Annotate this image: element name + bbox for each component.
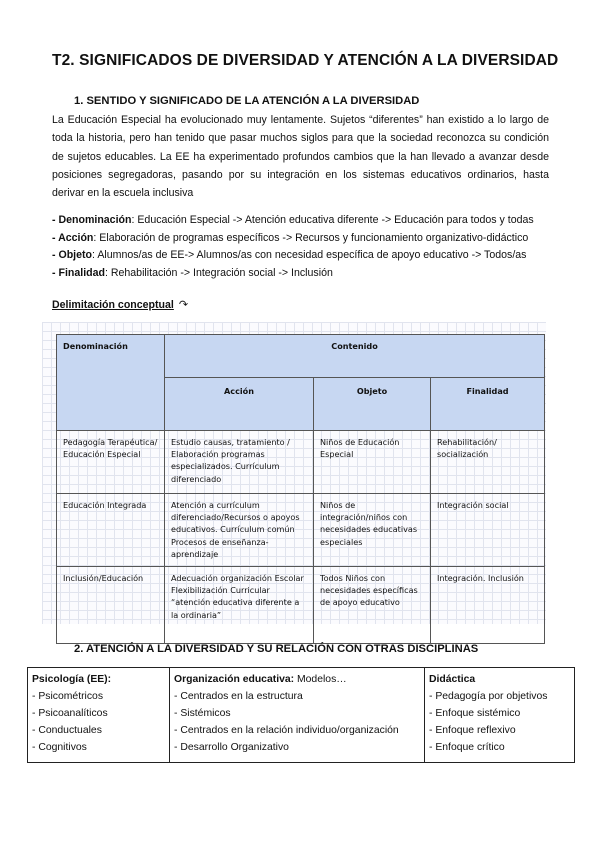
header-objeto: Objeto xyxy=(314,378,431,431)
list-item: - Centrados en la estructura xyxy=(174,691,303,702)
cell-denominacion: Educación Integrada xyxy=(57,494,165,567)
intro-paragraph: La Educación Especial ha evolucionado muy lentamente. Sujetos “diferentes” han existido a lo largo de toda la historia, pero han tenido que pasar muchos siglos para que la sociedad reconozca su condición de sujetos educables. La EE ha experimentado profundos cambios que la han llevado a avanzar desde posiciones segregadoras, pasando por su integración en los sistemas educativos ordinarios, hasta derivar en la escuela inclusiva xyxy=(52,114,549,200)
summary-item-denominacion: - Denominación: Educación Especial -> Atención educativa diferente -> Educación para todos y todas xyxy=(52,214,534,226)
cell-finalidad: Rehabilitación/ socialización xyxy=(431,431,545,494)
cell-denominacion: Inclusión/Educación xyxy=(57,567,165,644)
table-row xyxy=(57,494,545,567)
column-psicologia: Psicología (EE): - Psicométricos - Psicoanalíticos - Conductuales - Cognitivos xyxy=(28,668,170,763)
section-1-heading: 1. SENTIDO Y SIGNIFICADO DE LA ATENCIÓN A LA DIVERSIDAD xyxy=(74,95,420,107)
header-finalidad: Finalidad xyxy=(431,378,545,431)
list-item: - Conductuales xyxy=(32,725,102,736)
column-didactica: Didáctica - Pedagogía por objetivos - Enfoque sistémico - Enfoque reflexivo - Enfoque crítico xyxy=(425,668,575,763)
list-item: - Psicométricos xyxy=(32,691,104,702)
curved-arrow-icon: ↷ xyxy=(178,299,189,311)
cell-accion: Adecuación organización Escolar Flexibilización Curricular “atención educativa diferente a la ordinaria” xyxy=(165,567,314,644)
header-denominacion: Denominación xyxy=(57,335,165,431)
concept-table xyxy=(56,334,545,644)
table-row xyxy=(57,431,545,494)
list-item: - Pedagogía por objetivos xyxy=(429,691,548,702)
cell-denominacion: Pedagogía Terapéutica/ Educación Especial xyxy=(57,431,165,494)
cell-objeto: Todos Niños con necesidades específicas de apoyo educativo xyxy=(314,567,431,644)
cell-finalidad: Integración. Inclusión xyxy=(431,567,545,644)
list-item: - Sistémicos xyxy=(174,708,231,719)
list-item: - Enfoque sistémico xyxy=(429,708,521,719)
list-item: - Enfoque crítico xyxy=(429,742,505,753)
cell-accion: Estudio causas, tratamiento / Elaboración programas especializados. Currículum diferenciado xyxy=(165,431,314,494)
disciplines-table xyxy=(27,667,575,763)
list-item: - Cognitivos xyxy=(32,742,87,753)
column-organizacion: Organización educativa: Modelos… - Centrados en la estructura - Sistémicos - Centrados en la relación individuo/organización - Desarrollo Organizativo xyxy=(170,668,425,763)
list-item: - Centrados en la relación individuo/organización xyxy=(174,725,399,736)
header-contenido: Contenido xyxy=(165,335,545,378)
cell-accion: Atención a currículum diferenciado/Recursos o apoyos educativos. Currículum común Procesos de enseñanza-aprendizaje xyxy=(165,494,314,567)
section-2-heading: 2. ATENCIÓN A LA DIVERSIDAD Y SU RELACIÓN CON OTRAS DISCIPLINAS xyxy=(74,643,479,655)
summary-list xyxy=(52,212,562,282)
list-item: - Enfoque reflexivo xyxy=(429,725,516,736)
header-accion: Acción xyxy=(165,378,314,431)
list-item: - Psicoanalíticos xyxy=(32,708,108,719)
cell-objeto: Niños de Educación Especial xyxy=(314,431,431,494)
summary-item-finalidad: - Finalidad: Rehabilitación -> Integración social -> Inclusión xyxy=(52,266,333,279)
delimitacion-heading: Delimitación conceptual ↷ xyxy=(52,299,189,311)
summary-item-accion: - Acción: Elaboración de programas específicos -> Recursos y funcionamiento organizativo-didáctico xyxy=(52,231,529,244)
table-row xyxy=(57,567,545,644)
page-title: T2. SIGNIFICADOS DE DIVERSIDAD Y ATENCIÓN A LA DIVERSIDAD xyxy=(52,52,559,69)
cell-finalidad: Integración social xyxy=(431,494,545,567)
summary-item-objeto: - Objeto: Alumnos/as de EE-> Alumnos/as con necesidad específica de apoyo educativo -> Todos/as xyxy=(52,249,527,262)
list-item: - Desarrollo Organizativo xyxy=(174,742,289,753)
cell-objeto: Niños de integración/niños con necesidades educativas especiales xyxy=(314,494,431,567)
